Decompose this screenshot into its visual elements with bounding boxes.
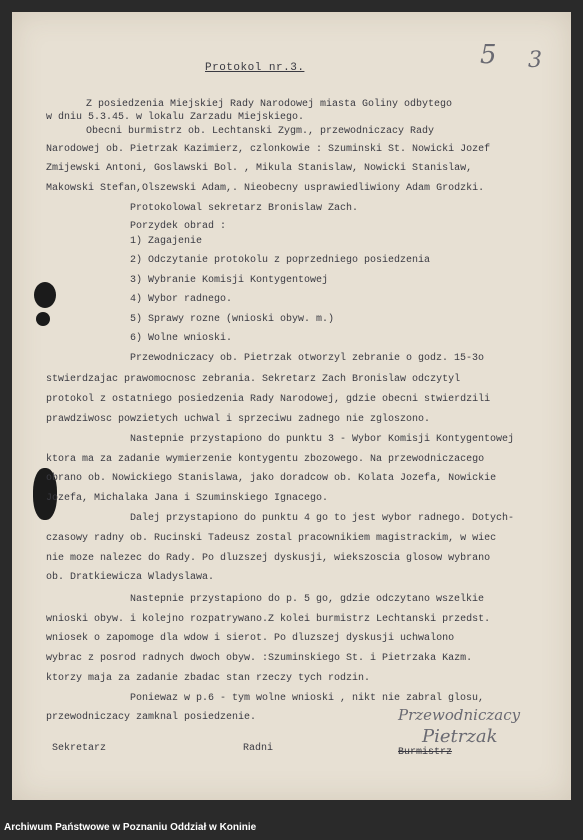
- body-line-4: prawdziwosc powzietych uchwal i sprzeciwu zadnego nie zgloszono.: [46, 414, 431, 425]
- agenda-item-6: 6) Wolne wnioski.: [130, 333, 233, 344]
- signature-chairman-title: Przewodniczacy: [398, 706, 521, 724]
- attendance-line-3: Zmijewski Antoni, Goslawski Bol. , Mikula Stanislaw, Nowicki Stanislaw,: [46, 163, 473, 174]
- attendance-line-4: Makowski Stefan,Olszewski Adam,. Nieobecny usprawiedliwiony Adam Grodzki.: [46, 183, 485, 194]
- punch-hole-top-small: [36, 312, 50, 326]
- agenda-item-1: 1) Zagajenie: [130, 236, 203, 247]
- agenda-item-3: 3) Wybranie Komisji Kontygentowej: [130, 275, 329, 286]
- body-line-17: ktorzy maja za zadanie zbadac stan rzeczy tych rodzin.: [46, 673, 371, 684]
- intro-line-2: w dniu 5.3.45. w lokalu Zarzadu Miejskiego.: [46, 112, 305, 123]
- signature-secretary-label: Sekretarz: [52, 743, 107, 754]
- agenda-item-2: 2) Odczytanie protokolu z poprzedniego posiedzenia: [130, 255, 431, 266]
- body-line-18: Poniewaz w p.6 - tym wolne wnioski , nikt nie zabral glosu,: [130, 693, 485, 704]
- attendance-line-1: Obecni burmistrz ob. Lechtanski Zygm., przewodniczacy Rady: [86, 126, 435, 137]
- body-line-15: wniosek o zapomoge dla wdow i sierot. Po dluzszej dyskusji uchwalono: [46, 633, 455, 644]
- body-line-19: przewodniczacy zamknal posiedzenie.: [46, 712, 257, 723]
- agenda-item-5: 5) Sprawy rozne (wnioski obyw. m.): [130, 314, 335, 325]
- punch-hole-top: [34, 282, 56, 308]
- document-title: Protokol nr.3.: [205, 62, 305, 74]
- body-line-5: Nastepnie przystapiono do punktu 3 - Wybor Komisji Kontygentowej: [130, 434, 515, 445]
- body-line-14: wnioski obyw. i kolejno rozpatrywano.Z kolei burmistrz Lechtanski przedst.: [46, 614, 491, 625]
- agenda-heading: Porzydek obrad :: [130, 221, 227, 232]
- body-line-2: stwierdzajac prawomocnosc zebrania. Sekretarz Zach Bronislaw odczytyl: [46, 374, 461, 385]
- signature-chairman-name: Pietrzak: [422, 726, 498, 747]
- intro-line-1: Z posiedzenia Miejskiej Rady Narodowej miasta Goliny odbytego: [86, 99, 453, 110]
- archive-name: Archiwum Państwowe w Poznaniu Oddział w Koninie: [4, 822, 257, 833]
- body-line-11: nie moze nalezec do Rady. Po dluzszej dyskusji, wiekszoscia glosow wybrano: [46, 553, 491, 564]
- page-number-handwritten: 5: [480, 40, 497, 70]
- body-line-9: Dalej przystapiono do punktu 4 go to jest wybor radnego. Dotych-: [130, 513, 515, 524]
- body-line-10: czasowy radny ob. Rucinski Tadeusz zostal pracownikiem magistrackim, w wiec: [46, 533, 497, 544]
- body-line-6: ktora ma za zadanie wymierzenie kontygentu zbozowego. Na przewodniczacego: [46, 454, 485, 465]
- body-line-8: Jozefa, Michalaka Jana i Szuminskiego Ignacego.: [46, 493, 329, 504]
- body-line-13: Nastepnie przystapiono do p. 5 go, gdzie odczytano wszelkie: [130, 594, 485, 605]
- attendance-line-2: Narodowej ob. Pietrzak Kazimierz, czlonkowie : Szuminski St. Nowicki Jozef: [46, 144, 491, 155]
- signature-councillors-label: Radni: [243, 743, 274, 754]
- body-line-12: ob. Dratkiewicza Wladyslawa.: [46, 572, 215, 583]
- agenda-item-4: 4) Wybor radnego.: [130, 294, 233, 305]
- body-line-7: obrano ob. Nowickiego Stanislawa, jako doradcow ob. Kolata Jozefa, Nowickie: [46, 473, 497, 484]
- archive-footer: [0, 800, 583, 840]
- signature-mayor-label-struck: Burmistrz: [398, 747, 453, 758]
- page-number-handwritten-2: 3: [528, 48, 542, 73]
- body-line-16: wybrac z posrod radnych dwoch obyw. :Szuminskiego St. i Pietrzaka Kazm.: [46, 653, 473, 664]
- body-line-3: protokol z ostatniego posiedzenia Rady Narodowej, gdzie obecni stwierdzili: [46, 394, 491, 405]
- body-line-1: Przewodniczacy ob. Pietrzak otworzyl zebranie o godz. 15-3o: [130, 353, 485, 364]
- attendance-line-5: Protokolowal sekretarz Bronislaw Zach.: [130, 203, 359, 214]
